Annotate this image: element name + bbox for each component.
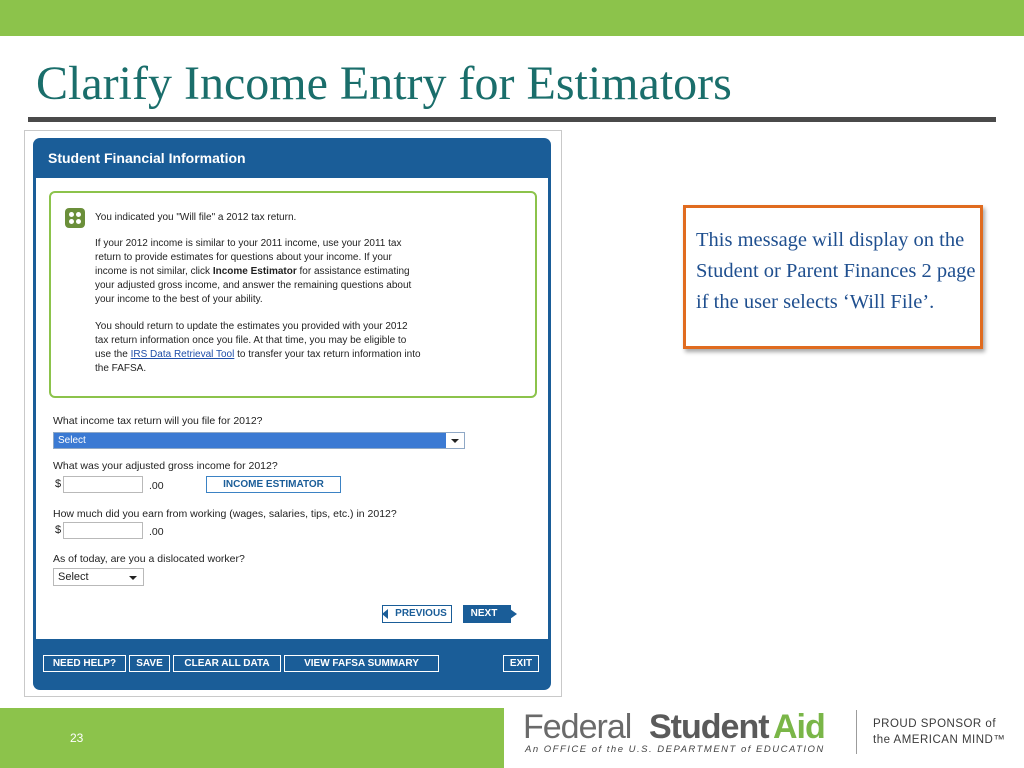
earnings-input[interactable] <box>63 522 143 539</box>
income-estimator-button[interactable]: INCOME ESTIMATOR <box>206 476 341 493</box>
chevron-down-icon[interactable] <box>129 576 137 580</box>
info-intro: You indicated you "Will file" a 2012 tax return. <box>95 212 297 223</box>
sponsor-line-1: PROUD SPONSOR of <box>873 718 997 730</box>
arrow-right-icon <box>510 609 517 619</box>
panel-header: Student Financial Information <box>48 150 246 166</box>
agi-currency: $ <box>55 478 62 490</box>
dislocated-worker-select-value: Select <box>58 571 89 583</box>
chevron-down-icon[interactable] <box>446 433 464 448</box>
earnings-cents: .00 <box>149 526 164 538</box>
need-help-button[interactable]: NEED HELP? <box>43 655 126 672</box>
agi-input[interactable] <box>63 476 143 493</box>
agi-cents: .00 <box>149 480 164 492</box>
tax-return-select[interactable] <box>53 432 465 449</box>
federal-student-aid-logo: Federal Student Aid An OFFICE of the U.S. DEPARTMENT of EDUCATION <box>523 708 825 755</box>
info-paragraph-2: You should return to update the estimates you provided with your 2012 tax return information once you file. At that time, you may be eligible to use the IRS Data Retrieval Tool to transfer your tax return information into the FAFSA. <box>95 321 421 374</box>
dislocated-worker-question: As of today, are you a dislocated worker? <box>53 553 245 565</box>
explanation-callout <box>683 205 983 349</box>
tax-return-select-value: Select <box>58 435 86 446</box>
callout-text: This message will display on the Student or Parent Finances 2 page if the user selects ‘Will File’. <box>696 229 976 313</box>
previous-button[interactable]: PREVIOUS <box>382 605 452 623</box>
info-paragraph-1: If your 2012 income is similar to your 2011 income, use your 2011 tax return to provide estimates for questions about your income. If your income is not similar, click Income Estimator for assistance estimating your adjusted gross income, and answer the remaining questions about your income to the best of your ability. <box>95 238 412 305</box>
panel-body <box>36 178 548 639</box>
page-number: 23 <box>70 731 84 745</box>
office-line: An OFFICE of the U.S. DEPARTMENT of EDUCATION <box>525 744 825 755</box>
will-file-info-box <box>49 191 537 398</box>
earnings-question: How much did you earn from working (wages, salaries, tips, etc.) in 2012? <box>53 508 397 520</box>
brand-divider <box>856 710 857 754</box>
dislocated-worker-select[interactable] <box>53 568 144 586</box>
form-footer <box>33 648 551 678</box>
irs-data-retrieval-link[interactable]: IRS Data Retrieval Tool <box>130 349 235 360</box>
income-estimator-mention: Income Estimator <box>212 266 297 277</box>
title-divider <box>28 117 996 122</box>
exit-button[interactable]: EXIT <box>503 655 539 672</box>
tax-return-question: What income tax return will you file for 2012? <box>53 415 263 427</box>
top-accent-bar <box>0 0 1024 36</box>
student-financial-info-panel <box>33 138 551 690</box>
arrow-left-icon <box>382 609 388 619</box>
earnings-currency: $ <box>55 524 62 536</box>
agi-question: What was your adjusted gross income for 2012? <box>53 460 278 472</box>
view-fafsa-summary-button[interactable]: VIEW FAFSA SUMMARY <box>284 655 439 672</box>
slide-title: Clarify Income Entry for Estimators <box>36 57 732 110</box>
save-button[interactable]: SAVE <box>129 655 170 672</box>
next-button[interactable]: NEXT <box>463 605 511 623</box>
clear-all-data-button[interactable]: CLEAR ALL DATA <box>173 655 281 672</box>
sponsor-line-2: the AMERICAN MIND™ <box>873 734 1006 746</box>
info-grid-icon <box>65 208 85 228</box>
